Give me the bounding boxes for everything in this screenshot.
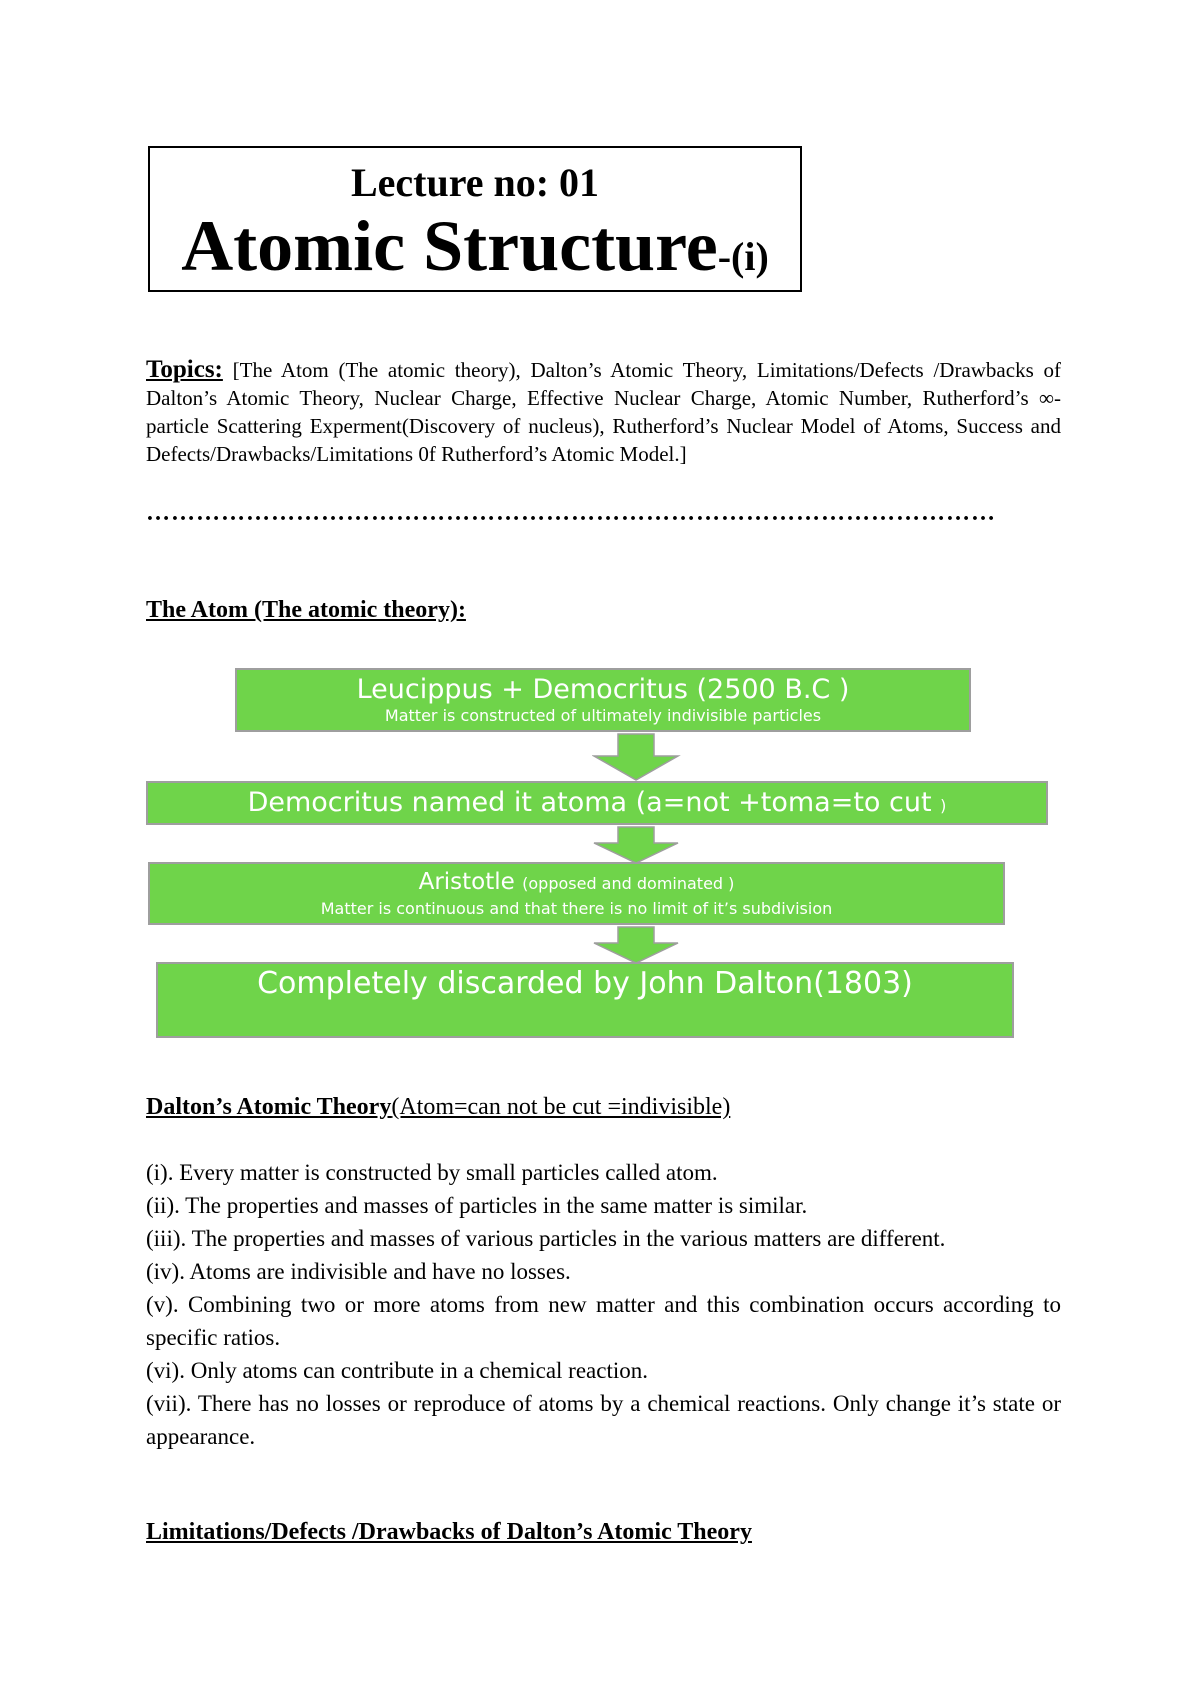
heading-dalton-theory-note: (Atom=can not be cut =indivisible) <box>391 1094 731 1120</box>
page-title-suffix: -(i) <box>717 234 769 279</box>
list-item: (i). Every matter is constructed by small particles called atom. <box>146 1160 718 1185</box>
flow-box-leucippus <box>235 668 971 732</box>
flow-box-dalton <box>156 962 1014 1038</box>
list-item: (vi). Only atoms can contribute in a chemical reaction. <box>146 1358 648 1383</box>
flow-box-title: Aristotle <box>418 869 523 895</box>
flow-box-subtitle: Matter is continuous and that there is no limit of it’s subdivision <box>320 899 833 918</box>
page-title-text: Atomic Structure <box>181 206 718 286</box>
list-item: (ii). The properties and masses of particles in the same matter is similar. <box>146 1193 808 1218</box>
flow-box-subtitle: Matter is constructed of ultimately indivisible particles <box>384 706 822 725</box>
page-title <box>150 208 800 295</box>
heading-dalton-theory <box>146 1094 730 1121</box>
down-arrow-icon <box>592 732 682 782</box>
topics-text: [The Atom (The atomic theory), Dalton’s Atomic Theory, Limitations/Defects /Drawbacks of Dalton’s Atomic Theory, Nuclear Charge, Effective Nuclear Charge, Atomic Number, Rutherford’s ∞-particle Scattering Experment(Discovery of nucleus), Rutherford’s Nuclear Model of Atoms, Success and Defects/Drawbacks/Limitations 0f Rutherford’s Atomic Model.] <box>146 358 1061 466</box>
down-arrow-icon <box>592 925 682 965</box>
flow-box-title: Leucippus + Democritus (2500 B.C ) <box>356 674 850 705</box>
title-box <box>148 146 802 292</box>
flow-box-title: Democritus named it atoma (a=not +toma=to cut <box>247 787 941 818</box>
dalton-points-list <box>146 1156 1061 1453</box>
list-item: (iv). Atoms are indivisible and have no losses. <box>146 1259 571 1284</box>
flow-box-title-small: ) <box>940 796 947 815</box>
flow-box-democritus <box>146 781 1048 825</box>
flow-box-title-small: (opposed and dominated ) <box>522 874 735 893</box>
topics-label: Topics: <box>146 356 223 383</box>
dotted-separator: ………………………………………………………………………………………… <box>146 500 996 526</box>
down-arrow-icon <box>592 825 682 865</box>
flow-box-title: Completely discarded by John Dalton(1803) <box>257 966 913 1001</box>
flow-box-aristotle <box>148 862 1005 925</box>
list-item: (v). Combining two or more atoms from new matter and this combination occurs according to specific ratios. <box>146 1292 1061 1350</box>
lecture-number: Lecture no: 01 <box>350 160 600 205</box>
heading-dalton-limitations: Limitations/Defects /Drawbacks of Dalton’s Atomic Theory <box>146 1519 752 1545</box>
heading-dalton-theory-text: Dalton’s Atomic Theory <box>146 1094 392 1120</box>
heading-atomic-theory: The Atom (The atomic theory): <box>146 597 466 623</box>
list-item: (vii). There has no losses or reproduce of atoms by a chemical reactions. Only change it’s state or appearance. <box>146 1391 1061 1449</box>
list-item: (iii). The properties and masses of various particles in the various matters are different. <box>146 1226 946 1251</box>
topics-paragraph <box>146 356 1061 468</box>
